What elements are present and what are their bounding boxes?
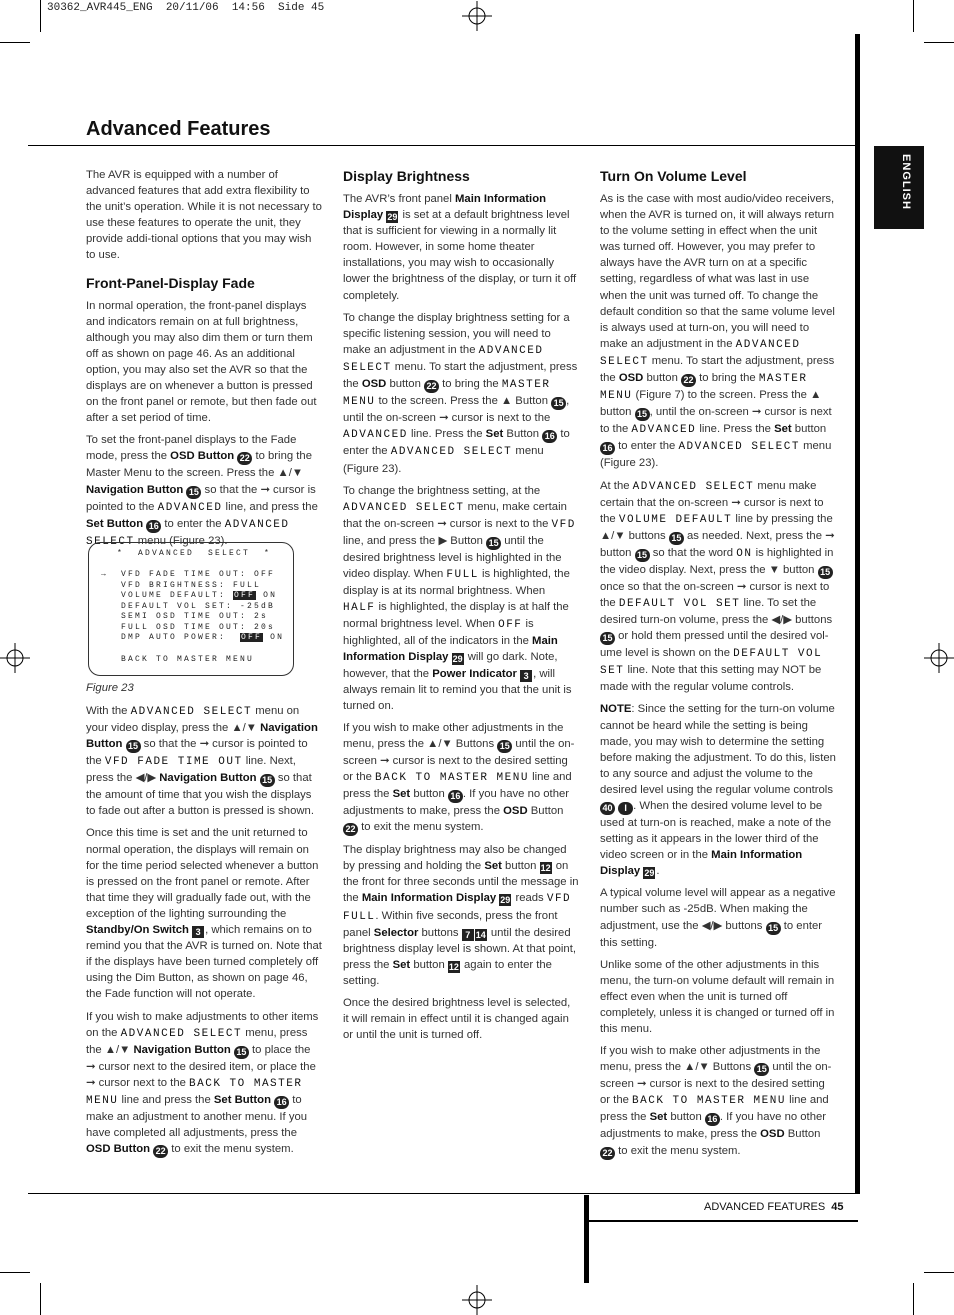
- crop-mark: [924, 42, 954, 43]
- figure-title: * ADVANCED SELECT *: [117, 549, 272, 558]
- figure-row: VOLUME DEFAULT:: [121, 591, 227, 600]
- header-rule: [28, 145, 858, 146]
- registration-mark-icon: [462, 1285, 492, 1315]
- crop-mark: [913, 1283, 914, 1315]
- registration-mark-icon: [462, 1, 492, 31]
- page-number: 45: [831, 1201, 844, 1213]
- crop-mark: [913, 0, 914, 32]
- figure-caption: Figure 23: [86, 682, 134, 694]
- crop-mark: [0, 1272, 30, 1273]
- page-footer: [704, 1201, 843, 1213]
- on-label: ON: [270, 633, 285, 642]
- cursor-arrow: →: [101, 570, 109, 579]
- language-tab: ENGLISH: [874, 146, 924, 229]
- figure-row: DMP AUTO POWER:: [121, 633, 227, 642]
- figure-row: BACK TO MASTER MENU: [121, 655, 255, 664]
- column-1: The AVR is equipped with a number of advanced features that add extra flexibility to the unit’s operation. While it is not necessary to use these features to operate the unit, they provide addi-tional options that you may wish to use. Front-Panel-Display Fade In normal operation, the front-panel displays and indicators remain on at full brightness, although you may also dim them or turn them off as shown on page 46. As an additional option, you may also set the AVR so that the displays are on whenever a button is pressed on the front panel or remote, but then fade out after a set period of time. To set the front-panel displays to the Fade mode, press the OSD Button 22 to bring the Master Menu to the screen. Press the ▲/▼ Navigation Button 15 so that the ➞ cursor is pointed to the ADVANCED line, and press the Set Button 16 to enter the ADVANCED SELECT menu (Figure 23).: [86, 169, 322, 548]
- off-badge: OFF: [241, 633, 263, 642]
- figure-row: VFD FADE TIME OUT: OFF: [121, 570, 276, 579]
- crop-mark: [0, 42, 30, 43]
- figure-row: DEFAULT VOL SET: -25dB: [121, 602, 276, 611]
- figure-row: FULL OSD TIME OUT: 20s: [121, 623, 276, 632]
- off-badge: OFF: [234, 591, 256, 600]
- registration-mark-icon: [0, 643, 30, 673]
- figure-row: VFD BRIGHTNESS: FULL: [121, 581, 262, 590]
- crop-mark: [40, 0, 41, 32]
- column-1-continued: With the ADVANCED SELECT menu on your video display, press the ▲/▼ Navigation Button 15 so that the ➞ cursor is pointed to the VFD FADE TIME OUT line. Next, press the ◀/▶ Navigation Button 15 so that the amount of time that you wish the displays to fade out after a button is pressed is shown. Once this time is set and the unit returned to normal operation, the displays will remain on for the time period selected whenever a button is pressed on the front panel or remote. After that time they will gradually fade out, with the exception of the lighting surrounding the Standby/On Switch 3 , which remains on to remind you that the AVR is turned on. Note that if the displays have been turned completely off using the Dim Button, as shown on page 46, the Fade function will not operate. If you wish to make adjustments to other items on the ADVANCED SELECT menu, press the ▲/▼ Navigation Button 15 to place the ➞ cursor next to the desired item, or place the ➞ cursor next to the BACK TO MASTER MENU line and press the Set Button 16 to make an adjustment to another menu. If you have completed all adjustments, press the OSD Button 22 to exit the menu system.: [86, 705, 322, 1157]
- page-title: Advanced Features: [86, 118, 271, 140]
- column-3: Turn On Volume Level As is the case with most audio/video receivers, when the AVR is turned on, it will always return to the volume setting in effect when the unit was turned off. However, you may prefer to always have the AVR turn on at a specific setting, regardless of what was last in use when the unit was turned off. To change the default condition so that the same volume level is always used at turn-on, you will need to make an adjustment in the ADVANCED SELECT menu. To start the adjustment, press the OSD button 22 to bring the MASTER MENU (Figure 7) to the screen. Press the ▲ button 15 , until the on-screen ➞ cursor is next to the ADVANCED line. Press the Set button 16 to enter the ADVANCED SELECT menu (Figure 23). At the ADVANCED SELECT menu make certain that the on-screen ➞ cursor is next to the VOLUME DEFAULT line by pressing the ▲/▼ buttons 15 as needed. Next, press the ➞ button 15 so that the word ON is highlighted in the video display. Next, press the ▼ button 15 once so that the on-screen ➞ cursor is next to the DEFAULT VOL SET line. To set the desired turn-on volume, press the ◀/▶ buttons 15 or hold them pressed until the desired vol-ume level is shown on the DEFAULT VOL SET line. Note that this setting may NOT be made with the regular volume controls. NOTE: Since the setting for the turn-on volume cannot be heard while the setting is being made, you may wish to determine the setting before making the adjustment. To do this, listen to any source and adjust the volume to the desired level using the regular volume controls 40 I . When the desired volume level to be used at turn-on is reached, make a note of the setting as it appears in the lower third of the video screen or in the Main Information Display 29 . A typical volume level will appear as a negative number such as -25dB. When making the adjustment, use the ◀/▶ buttons 15 to enter this setting. Unlike some of the other adjustments in this menu, the turn-on volume default will remain in effect even when the unit is turned off completely, unless it is changed or turned off in this menu. If you wish to make other adjustments in the menu, press the ▲/▼ Buttons 15 until the on-screen ➞ cursor is next to the desired setting or the BACK TO MASTER MENU line and press the Set button 16 . If you have no other adjustments to make, press the OSD Button 22 to exit the menu system.: [600, 168, 836, 1158]
- print-slug: 30362_AVR445_ENG 20/11/06 14:56 Side 45: [47, 2, 325, 14]
- crop-mark: [40, 1283, 41, 1315]
- footer-section: ADVANCED FEATURES: [704, 1201, 826, 1213]
- figure-row: SEMI OSD TIME OUT: 2s: [121, 612, 269, 621]
- right-rule: [855, 34, 860, 1194]
- on-label: ON: [263, 591, 278, 600]
- registration-mark-icon: [924, 643, 954, 673]
- osd-menu-figure: [88, 542, 294, 676]
- column-2: Display Brightness The AVR’s front panel Main Information Display 29 is set at a default brightness level that is sufficient for viewing in a normally lit room. However, in some home theater installations, you may wish to occasionally lower the brightness of the display, or turn it off completely. To change the display brightness setting for a specific listening session, you will need to make an adjustment in the ADVANCED SELECT menu. To start the adjustment, press the OSD button 22 to bring the MASTER MENU to the screen. Press the ▲ Button 15 , until the on-screen ➞ cursor is next to the ADVANCED line. Press the Set Button 16 to enter the ADVANCED SELECT menu (Figure 23). To change the brightness setting, at the ADVANCED SELECT menu, make certain that the on-screen ➞ cursor is next to the VFD line, and press the ▶ Button 15 until the desired brightness level is highlighted in the video display. When FULL is highlighted, the display is at its normal brightness. When HALF is highlighted, the display is at half the normal brightness level. When OFF is highlighted, all of the indicators in the Main Information Display 29 will go dark. Note, however, that the Power Indicator 3 , will always remain lit to remind you that the unit is turned on. If you wish to make other adjustments in the menu, press the ▲/▼ Buttons 15 until the on-screen ➞ cursor is next to the desired setting or the BACK TO MASTER MENU line and press the Set button 16 . If you have no other adjustments to make, press the OSD Button 22 to exit the menu system. The display brightness may also be changed by pressing and holding the Set button 12 on the front for three seconds until the message in the Main Information Display 29 reads VFD FULL. Within five seconds, press the front panel Selector buttons 7 14 until the desired brightness display level is shown. At that point, press the Set button 12 again to enter the setting. Once the desired brightness level is selected, it will remain in effect until it is changed again or until the unit is turned off.: [343, 168, 579, 1042]
- footer-rule-vertical: [584, 1195, 589, 1283]
- footer-underline: [586, 1220, 858, 1222]
- footer-rule: [28, 1193, 858, 1194]
- crop-mark: [924, 1272, 954, 1273]
